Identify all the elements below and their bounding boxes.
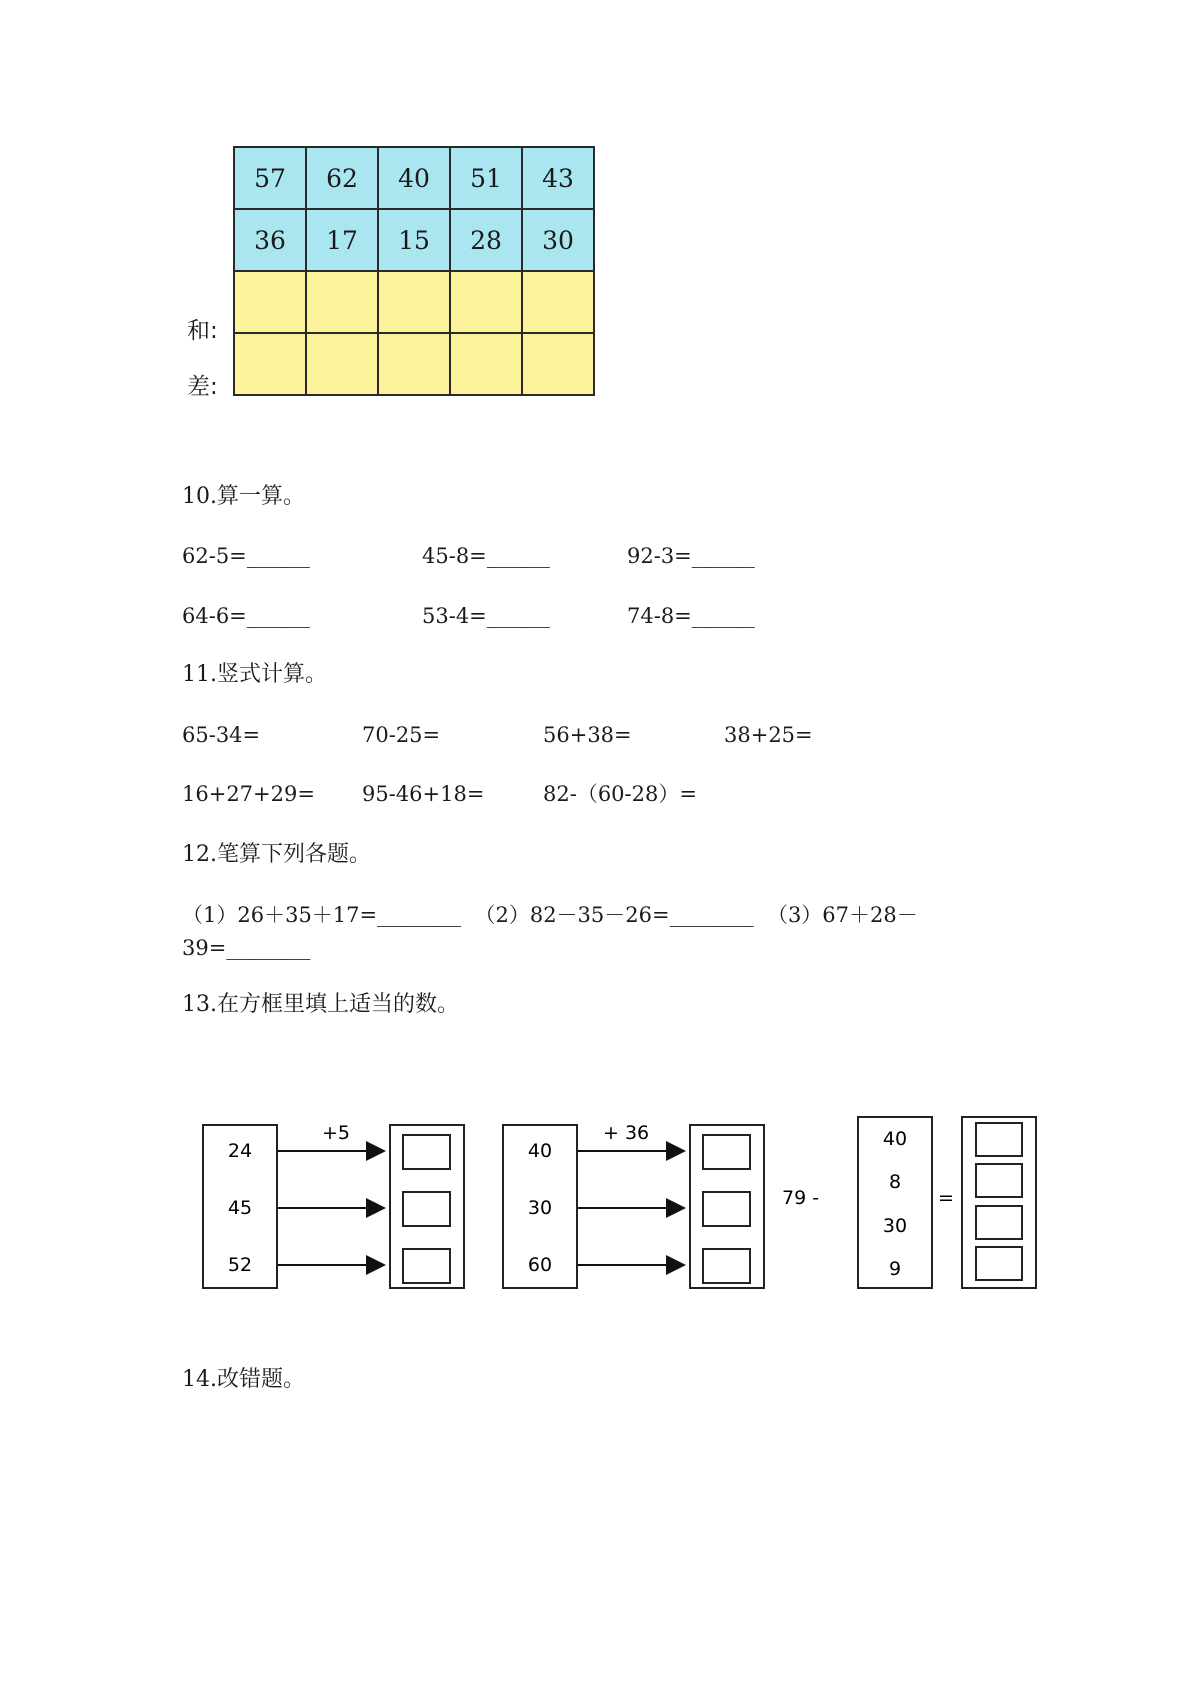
- q11-item: 16+27+29=: [182, 782, 315, 806]
- answer-box[interactable]: [976, 1123, 1022, 1156]
- sum-row-label: 和:: [187, 318, 218, 344]
- answer-box[interactable]: [703, 1249, 750, 1283]
- answer-box[interactable]: [403, 1249, 450, 1283]
- input-value: 8: [888, 1171, 902, 1193]
- table-cell: 30: [522, 209, 594, 271]
- table-cell: 17: [306, 209, 378, 271]
- question-10-title: 10.算一算。: [182, 484, 305, 509]
- answer-box[interactable]: [976, 1247, 1022, 1280]
- q11-item: 95-46+18=: [362, 782, 485, 806]
- q11-item: 65-34=: [182, 723, 261, 747]
- question-11-title: 11.竖式计算。: [182, 662, 327, 687]
- table-cell: 36: [234, 209, 306, 271]
- table-cell: 43: [522, 147, 594, 209]
- q10-item: 74-8=______: [627, 604, 755, 628]
- answer-box[interactable]: [976, 1164, 1022, 1197]
- question-12-title: 12.笔算下列各题。: [182, 842, 371, 867]
- q10-item: 64-6=______: [182, 604, 310, 628]
- input-value: 30: [527, 1197, 553, 1219]
- answer-box[interactable]: [703, 1135, 750, 1169]
- question-13-title: 13.在方框里填上适当的数。: [182, 992, 459, 1017]
- q10-item: 62-5=______: [182, 544, 310, 568]
- q10-item: 92-3=______: [627, 544, 755, 568]
- input-value: 40: [527, 1140, 553, 1162]
- operation-label: + 36: [603, 1122, 650, 1144]
- input-value: 60: [527, 1254, 553, 1276]
- answer-box[interactable]: [403, 1192, 450, 1226]
- input-value: 40: [882, 1128, 908, 1150]
- q11-item: 70-25=: [362, 723, 441, 747]
- table-cell: 51: [450, 147, 522, 209]
- q12-line: 39=________: [182, 936, 311, 960]
- table-cell: 28: [450, 209, 522, 271]
- input-value: 24: [227, 1140, 253, 1162]
- answer-box[interactable]: [976, 1206, 1022, 1239]
- q10-item: 53-4=______: [422, 604, 550, 628]
- input-value: 30: [882, 1215, 908, 1237]
- question-14-title: 14.改错题。: [182, 1367, 305, 1392]
- q10-item: 45-8=______: [422, 544, 550, 568]
- q12-line: （1）26＋35＋17=________ （2）82－35－26=________ （3）67＋28－: [182, 903, 918, 927]
- input-value: 52: [227, 1254, 253, 1276]
- q11-item: 82-（60-28）=: [543, 782, 697, 806]
- answer-box[interactable]: [703, 1192, 750, 1226]
- q11-item: 38+25=: [724, 723, 813, 747]
- table-cell: 57: [234, 147, 306, 209]
- table-cell: 15: [378, 209, 450, 271]
- difference-row-label: 差:: [187, 374, 218, 400]
- table-cell: 62: [306, 147, 378, 209]
- operation-prefix: 79 -: [782, 1187, 820, 1209]
- input-value: 9: [888, 1258, 902, 1280]
- table-cell: 40: [378, 147, 450, 209]
- equals-sign: =: [938, 1187, 954, 1209]
- operation-label: +5: [322, 1122, 351, 1144]
- answer-box[interactable]: [403, 1135, 450, 1169]
- q11-item: 56+38=: [543, 723, 632, 747]
- input-value: 45: [227, 1197, 253, 1219]
